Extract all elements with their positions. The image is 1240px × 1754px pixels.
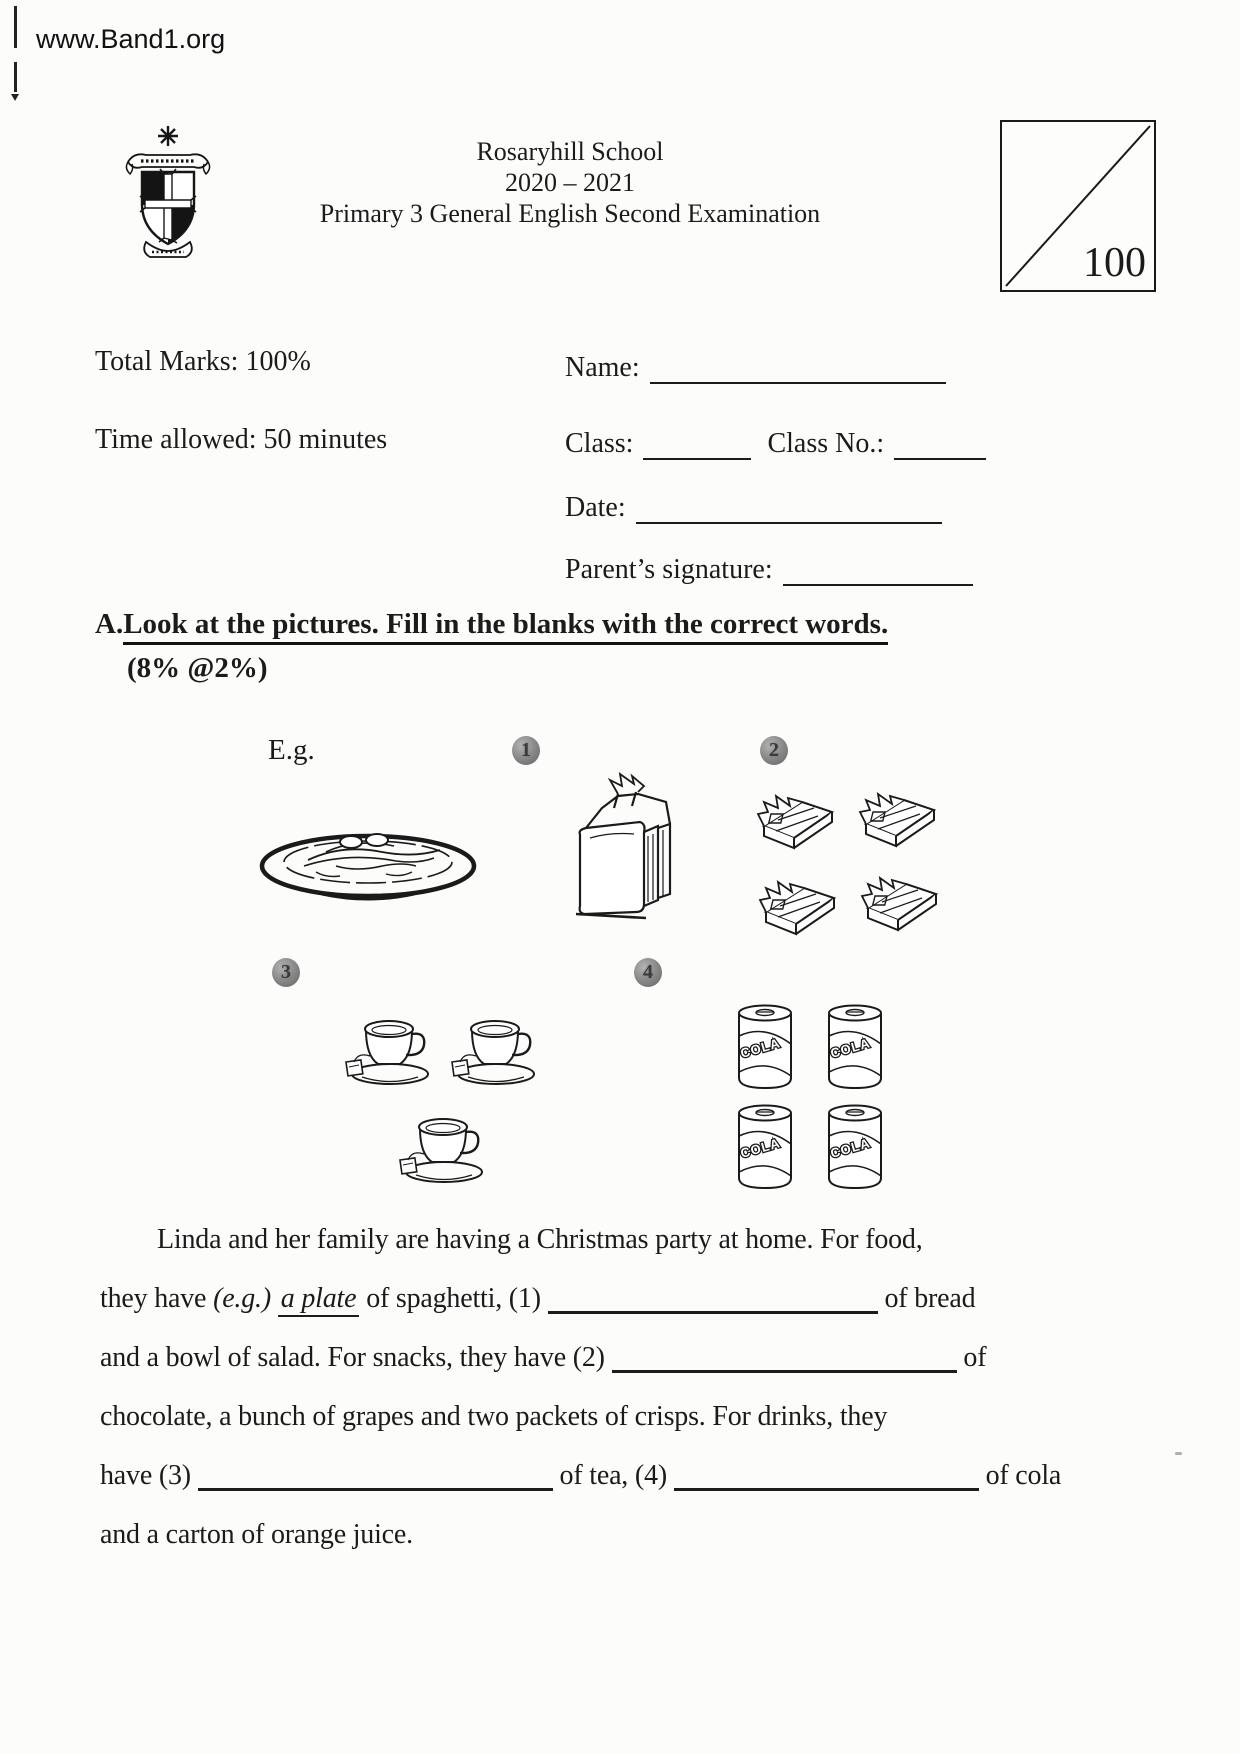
date-label: Date:: [565, 492, 626, 523]
class-no-label: Class No.:: [767, 428, 885, 459]
total-marks: Total Marks: 100%: [95, 346, 311, 377]
spaghetti-plate-image: [256, 806, 480, 908]
class-field-line[interactable]: [643, 424, 751, 460]
passage-line-1: Linda and her family are having a Christmas party at home. For food,: [157, 1224, 923, 1255]
score-total: 100: [1083, 240, 1146, 286]
score-box: [1000, 120, 1156, 292]
parent-signature-label: Parent’s signature:: [565, 554, 773, 585]
watermark: www.Band1.org: [36, 24, 226, 54]
passage-text: they have: [100, 1283, 207, 1314]
school-name: Rosaryhill School: [476, 137, 664, 166]
passage-line-3: [100, 1328, 1160, 1387]
section-a-heading: [95, 608, 888, 645]
scan-mark-lower: [14, 62, 17, 92]
passage-text: of spaghetti, (1): [366, 1283, 541, 1314]
item-number-2: 2: [760, 736, 788, 765]
bread-loaf-image: [560, 772, 694, 924]
passage-text: of tea, (4): [559, 1460, 667, 1491]
blank-3[interactable]: [198, 1488, 553, 1491]
date-row: [565, 488, 942, 524]
cola-cans-image: COLA: [732, 998, 888, 1196]
date-field-line[interactable]: [636, 488, 942, 524]
scan-mark-arrow: [11, 94, 19, 101]
blank-4[interactable]: [674, 1488, 979, 1491]
example-answer: a plate: [278, 1283, 360, 1317]
name-row: [565, 348, 946, 384]
section-marks: (8% @2%): [127, 652, 268, 684]
blank-1[interactable]: [548, 1311, 878, 1314]
school-crest-icon: [118, 124, 218, 262]
school-year: 2020 – 2021: [505, 168, 635, 197]
section-letter: A.: [95, 608, 124, 640]
blank-2[interactable]: [612, 1370, 957, 1373]
parent-signature-field-line[interactable]: [783, 550, 973, 586]
passage-line-2: [100, 1269, 1160, 1328]
item-number-3: 3: [272, 958, 300, 987]
parent-signature-row: [565, 550, 973, 586]
eg-italic: (e.g.): [213, 1283, 271, 1314]
scan-speck: [1175, 1452, 1182, 1455]
name-field-line[interactable]: [650, 348, 946, 384]
section-title: Look at the pictures. Fill in the blanks with the correct words.: [123, 608, 888, 645]
exam-header: [250, 136, 890, 229]
passage-text: and a bowl of salad. For snacks, they have (2): [100, 1342, 605, 1373]
passage-line-5: [100, 1446, 1160, 1505]
passage-text: have (3): [100, 1460, 191, 1491]
teacups-image: [336, 998, 554, 1194]
passage-text: of: [963, 1342, 987, 1373]
class-row: [565, 424, 986, 460]
name-label: Name:: [565, 352, 640, 383]
example-label: E.g.: [268, 734, 315, 766]
class-no-field-line[interactable]: [894, 424, 986, 460]
passage-line-6: and a carton of orange juice.: [100, 1519, 413, 1550]
chocolate-bars-image: [754, 784, 946, 944]
item-number-1: 1: [512, 736, 540, 765]
passage: [100, 1210, 1160, 1564]
passage-text: of bread: [884, 1283, 976, 1314]
class-label: Class:: [565, 428, 634, 459]
time-allowed: Time allowed: 50 minutes: [95, 424, 388, 455]
item-number-4: 4: [634, 958, 662, 987]
passage-text: of cola: [985, 1460, 1062, 1491]
exam-title: Primary 3 General English Second Examination: [319, 199, 821, 228]
scan-mark-top: [14, 6, 17, 48]
passage-line-4: chocolate, a bunch of grapes and two packets of crisps. For drinks, they: [100, 1401, 888, 1432]
